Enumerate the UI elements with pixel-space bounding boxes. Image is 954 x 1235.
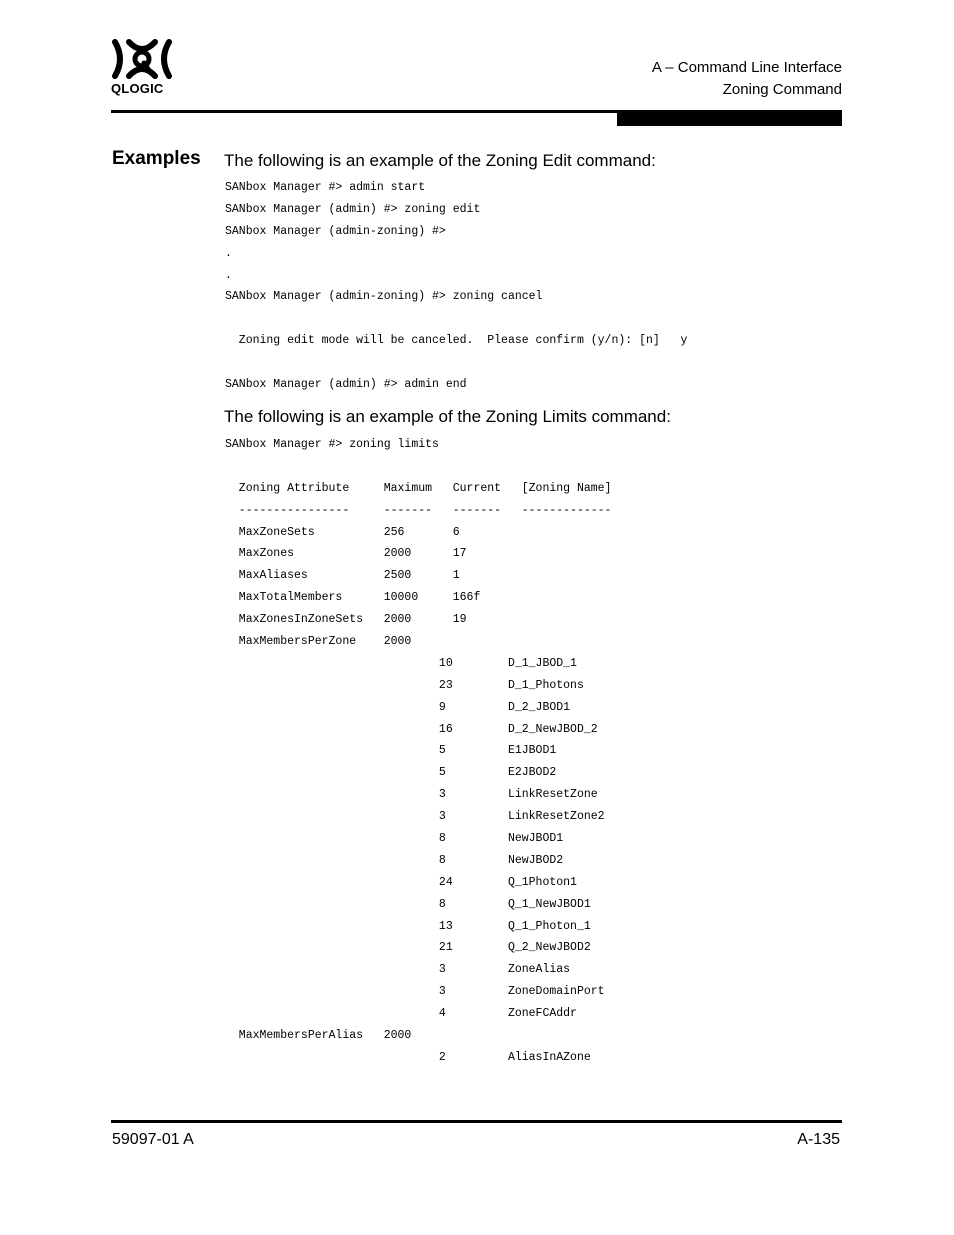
intro-zoning-edit: The following is an example of the Zoning Edit command: [224, 151, 656, 170]
code-line [225, 308, 687, 330]
doc-number: 59097-01 A [112, 1131, 194, 1148]
code-line: Zoning edit mode will be canceled. Please confirm (y/n): [n] y [225, 334, 688, 348]
code-line: 5 E1JBOD1 [225, 744, 557, 758]
header-tab-bar [617, 110, 842, 126]
code-line: SANbox Manager (admin-zoning) #> zoning cancel [225, 290, 543, 304]
code-line: SANbox Manager (admin) #> admin end [225, 378, 467, 392]
code-line: 3 LinkResetZone2 [225, 810, 605, 824]
code-line: 8 NewJBOD1 [225, 832, 564, 846]
code-line: MaxZoneSets 256 6 [225, 525, 460, 539]
code-block-zoning-edit [225, 177, 687, 396]
section-heading: Examples [112, 148, 201, 169]
code-line: SANbox Manager #> zoning limits [225, 438, 439, 451]
code-line: MaxMembersPerZone 2000 [225, 635, 412, 649]
code-line: SANbox Manager (admin) #> zoning edit [225, 202, 481, 216]
code-line: MaxMembersPerAlias 2000 [225, 1029, 412, 1043]
code-line: 9 D_2_JBOD1 [225, 700, 571, 714]
code-line [225, 456, 611, 478]
code-line: SANbox Manager #> admin start [225, 181, 426, 194]
code-line: MaxTotalMembers 10000 166f [225, 591, 481, 605]
code-block-zoning-limits [225, 434, 611, 1069]
code-line: 3 ZoneAlias [225, 963, 571, 977]
code-line: SANbox Manager (admin-zoning) #> [225, 224, 446, 238]
code-line: 23 D_1_Photons [225, 678, 584, 692]
running-header [652, 57, 842, 101]
code-line: MaxZonesInZoneSets 2000 19 [225, 613, 467, 627]
qlogic-logo-icon [111, 38, 173, 80]
logo-text: QLOGIC [111, 81, 164, 96]
code-line: 8 NewJBOD2 [225, 853, 564, 867]
page-number: A-135 [797, 1131, 840, 1148]
code-line [225, 352, 687, 374]
code-line: 4 ZoneFCAddr [225, 1007, 577, 1021]
code-line: 3 ZoneDomainPort [225, 985, 605, 999]
header-chapter: A – Command Line Interface [651, 59, 842, 76]
code-line: MaxAliases 2500 1 [225, 569, 460, 583]
code-line: ---------------- ------- ------- ------------- [225, 503, 612, 517]
code-line: MaxZones 2000 17 [225, 547, 467, 561]
header-section: Zoning Command [722, 81, 842, 98]
code-line: 5 E2JBOD2 [225, 766, 557, 780]
code-line: 16 D_2_NewJBOD_2 [225, 722, 598, 736]
code-line: 24 Q_1Photon1 [225, 875, 577, 889]
footer-rule [111, 1120, 842, 1123]
qlogic-logo [111, 38, 177, 100]
code-line: Zoning Attribute Maximum Current [Zoning Name] [225, 481, 612, 495]
code-line: 8 Q_1_NewJBOD1 [225, 897, 591, 911]
code-line: 3 LinkResetZone [225, 788, 598, 802]
code-line: 13 Q_1_Photon_1 [225, 919, 591, 933]
code-line: . [225, 268, 232, 282]
code-line: 10 D_1_JBOD_1 [225, 656, 577, 670]
header-rule [111, 110, 617, 113]
code-line: 2 AliasInAZone [225, 1050, 591, 1064]
code-line: 21 Q_2_NewJBOD2 [225, 941, 591, 955]
intro-zoning-limits: The following is an example of the Zoning Limits command: [224, 407, 671, 426]
code-line: . [225, 246, 232, 260]
